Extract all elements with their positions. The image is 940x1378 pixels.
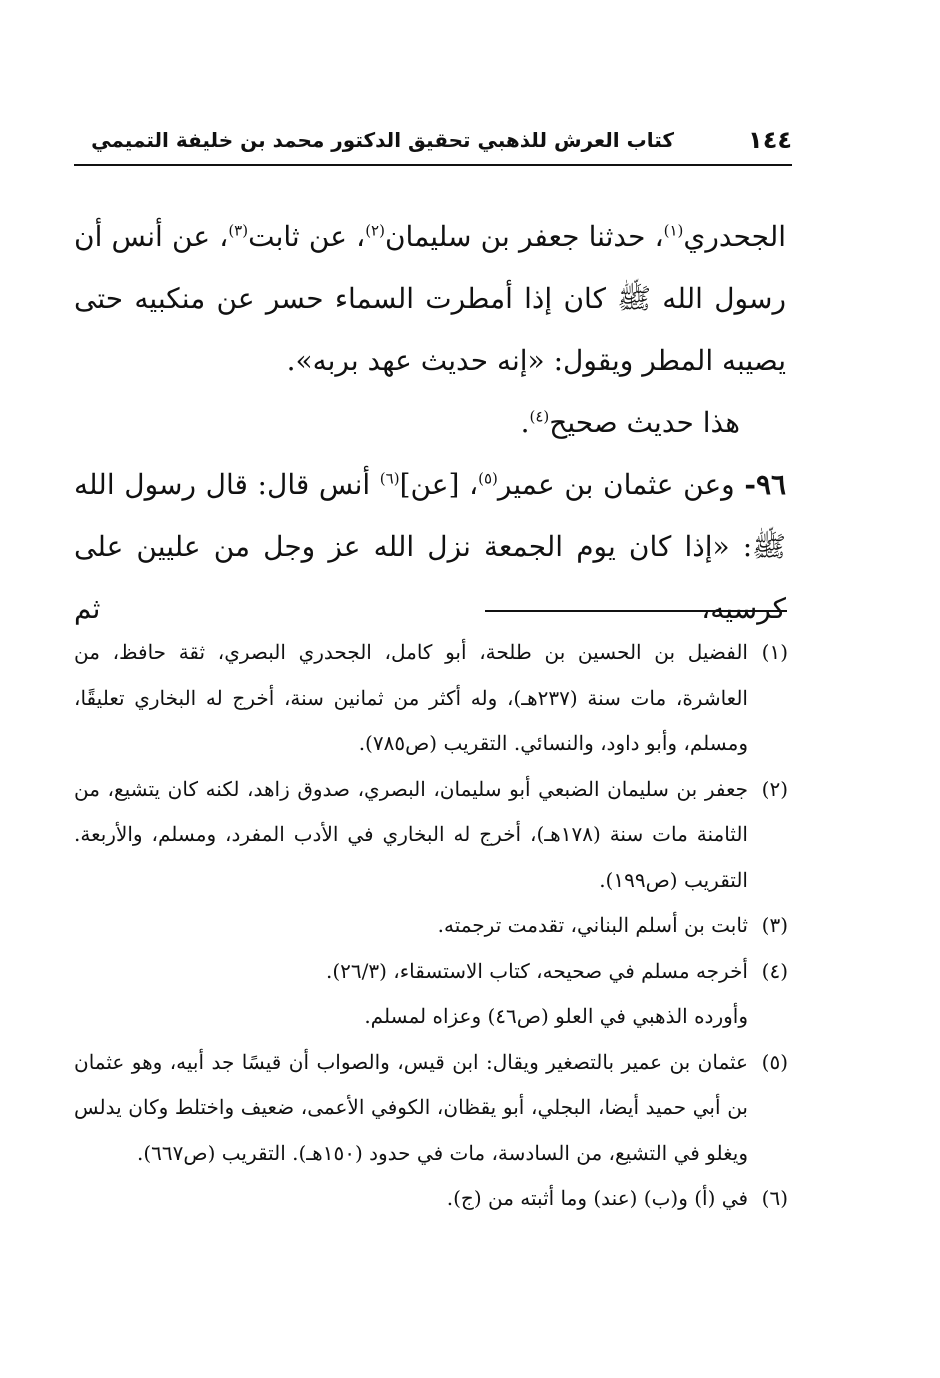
footnote-marker: (٦) — [761, 1186, 788, 1210]
footnote-marker: (٥) — [761, 1049, 788, 1074]
footnote-2 — [74, 767, 788, 904]
text-run: ، [عن] — [399, 468, 479, 501]
text-run: وعن عثمان بن عمير — [497, 468, 745, 501]
running-title: كتاب العرش للذهبي تحقيق الدكتور محمد بن خليفة التميمي — [91, 128, 674, 152]
text-run: ، عن ثابت — [248, 220, 366, 253]
text-run: هذا حديث صحيح — [549, 406, 740, 439]
paragraph-hadith-95 — [74, 206, 786, 392]
footnote-ref-6[interactable]: (٦) — [379, 469, 400, 488]
footnote-ref-5[interactable]: (٥) — [478, 469, 498, 488]
paragraph-hadith-96 — [74, 454, 786, 640]
text-run: ، حدثنا جعفر بن سليمان — [384, 220, 664, 253]
main-text — [74, 206, 786, 640]
footnote-marker: (٤) — [761, 958, 788, 983]
footnote-3 — [74, 903, 788, 949]
text-run: ، عن أنس أن رسول الله ﷺ كان إذا أمطرت السماء حسر عن منكبيه حتى يصيبه المطر ويقول: «إنه حديث عهد بربه». — [74, 220, 786, 377]
footnote-text: ثابت بن أسلم البناني، تقدمت ترجمته. — [437, 913, 748, 937]
hadith-number: ٩٦- — [744, 468, 787, 501]
footnote-text: وأورده الذهبي في العلو (ص٤٦) وعزاه لمسلم. — [364, 1004, 748, 1028]
footnote-text: جعفر بن سليمان الضبعي أبو سليمان، البصري، صدوق زاهد، لكنه كان يتشيع، من الثامنة مات سنة (١٧٨هـ)، أخرج له البخاري في الأدب المفرد، ومسلم، والأربعة. التقريب (ص١٩٩). — [74, 776, 748, 892]
paragraph-grading — [74, 392, 786, 454]
footnote-text: أخرجه مسلم في صحيحه، كتاب الاستسقاء، (٢٦/٣). — [325, 958, 748, 983]
footnote-text: عثمان بن عمير بالتصغير ويقال: ابن قيس، والصواب أن قيسًا جد أبيه، وهو عثمان بن أبي حميد أيضا، البجلي، أبو يقظان، الكوفي الأعمى، ضعيف واختلط وكان يدلس ويغلو في التشيع، من السادسة، مات في حدود (١٥٠هـ). التقريب (ص٦٦٧). — [74, 1049, 748, 1165]
footnote-text: في (أ) و(ب) (عند) وما أثبته من (ج). — [446, 1186, 748, 1210]
footnote-ref-1[interactable]: (١) — [663, 221, 684, 240]
footnote-marker: (١) — [761, 640, 788, 664]
footnote-4 — [74, 949, 788, 995]
footnote-ref-3[interactable]: (٣) — [228, 221, 249, 240]
footnote-ref-4[interactable]: (٤) — [529, 407, 550, 426]
running-header — [74, 128, 792, 166]
footnote-ref-2[interactable]: (٢) — [365, 221, 385, 240]
text-run: أنس قال: قال رسول الله ﷺ: «إذا كان يوم الجمعة نزل الله عز وجل من عليين على كرسيه، ثم — [74, 468, 786, 625]
page-number: ١٤٤ — [748, 126, 792, 154]
footnotes — [74, 630, 788, 1222]
text-run: الجحدري — [683, 220, 786, 253]
footnote-text: الفضيل بن الحسين بن طلحة، أبو كامل، الجحدري البصري، ثقة حافظ، من العاشرة، مات سنة (٢٣٧هـ)، وله أكثر من ثمانين سنة، أخرج له البخاري تعليقًا، ومسلم، وأبو داود، والنسائي. التقريب (ص٧٨٥). — [74, 640, 748, 755]
footnote-5 — [74, 1040, 788, 1177]
footnote-6 — [74, 1176, 788, 1222]
footnote-marker — [748, 994, 788, 1040]
footnote-marker: (٢) — [761, 776, 788, 801]
footnote-separator — [485, 610, 787, 612]
text-run: . — [520, 406, 530, 439]
footnote-1 — [74, 630, 788, 767]
footnote-4-continued — [74, 994, 788, 1040]
footnote-marker: (٣) — [761, 913, 788, 937]
